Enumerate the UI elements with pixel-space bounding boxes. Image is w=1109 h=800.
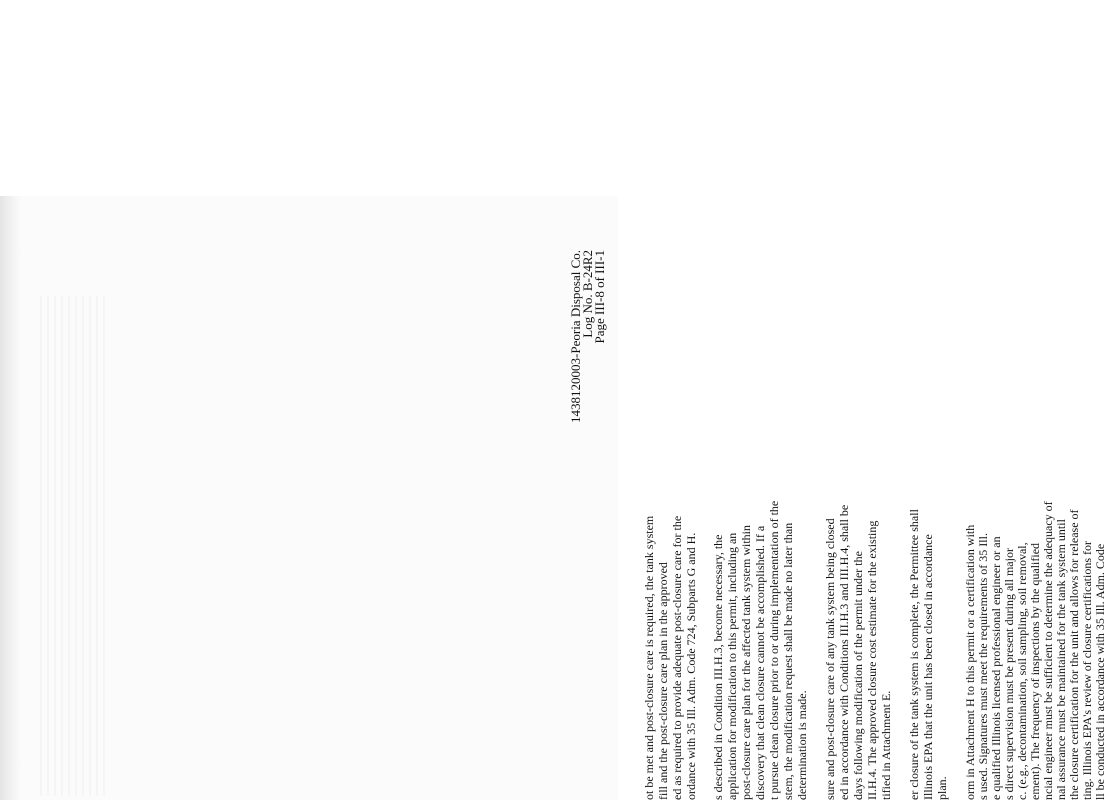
text-line: stem, the modification request shall be made no later than [781,522,795,800]
text-line: II.H.4. The approved closure cost estimate for the existing [865,520,879,800]
text-line: ting. Illinois EPA's review of closure certifications for [1080,541,1094,800]
text-line: ed as required to provide adequate post-closure care for the [670,515,684,800]
text-line: ordance with 35 Ill. Adm. Code 724, Subparts G and H. [684,532,698,800]
text-line: t pursue clean closure prior to or during implementation of the [767,500,781,800]
scanned-page [0,196,618,800]
text-line: application for modification to this permit, including an [725,532,739,800]
bleed-through-marks [40,296,110,796]
page-header [570,250,606,545]
rotated-document-text [568,240,1107,800]
text-line: e qualified Illinois licensed professional engineer or an [989,536,1003,800]
text-line: er closure of the tank system is complete, the Permittee shall [907,509,921,800]
text-line: s used. Signatures must meet the requirements of 35 Ill. [976,533,990,800]
text-line: ll be conducted in accordance with 35 Ill. Adm. Code [1093,543,1107,800]
text-line: plan. [935,776,949,800]
text-line: discovery that clean closure cannot be accomplished. If a [753,525,767,800]
text-line: c. (e.g., decontamination, soil sampling, soil removal, [1015,542,1029,800]
blank-top-margin [0,0,618,196]
text-line: post-closure care plan for the affected tank system within [739,524,753,800]
text-line: ement). The frequency of inspections by the qualified [1028,542,1042,800]
text-line: nal assurance must be maintained for the tank system until [1054,519,1068,800]
text-line: ed in accordance with Conditions III.H.3 and III.H.4, shall be [837,504,851,800]
text-line: orm in Attachment H to this permit or a certification with [963,524,977,800]
text-line: ncial engineer must be sufficient to determine the adequacy of [1041,501,1055,800]
header-permit-id: 1438120003-Peoria Disposal Co. [568,250,583,423]
text-line: s direct supervision must be present during all major [1002,548,1016,800]
text-line: s described in Condition III.H.3, become necessary, the [711,534,725,800]
text-line: fill and the post-closure care plan in the approved [656,562,670,800]
text-line: ot be met and post-closure care is required, the tank system [642,515,656,800]
header-log-number: Log No. B-24R2 [580,250,595,338]
text-line: the closure certification for the unit and allows for release of [1067,509,1081,800]
header-page-number: Page III-8 of III-1 [592,250,607,344]
text-line: Illinois EPA that the unit has been closed in accordance [921,534,935,800]
page-edge-shadow [0,196,22,800]
text-line: determination is made. [795,690,809,800]
text-line: tified in Attachment E. [879,690,893,800]
text-line: sure and post-closure care of any tank system being closed [823,518,837,800]
text-line: days following modification of the permit under the [851,551,865,800]
